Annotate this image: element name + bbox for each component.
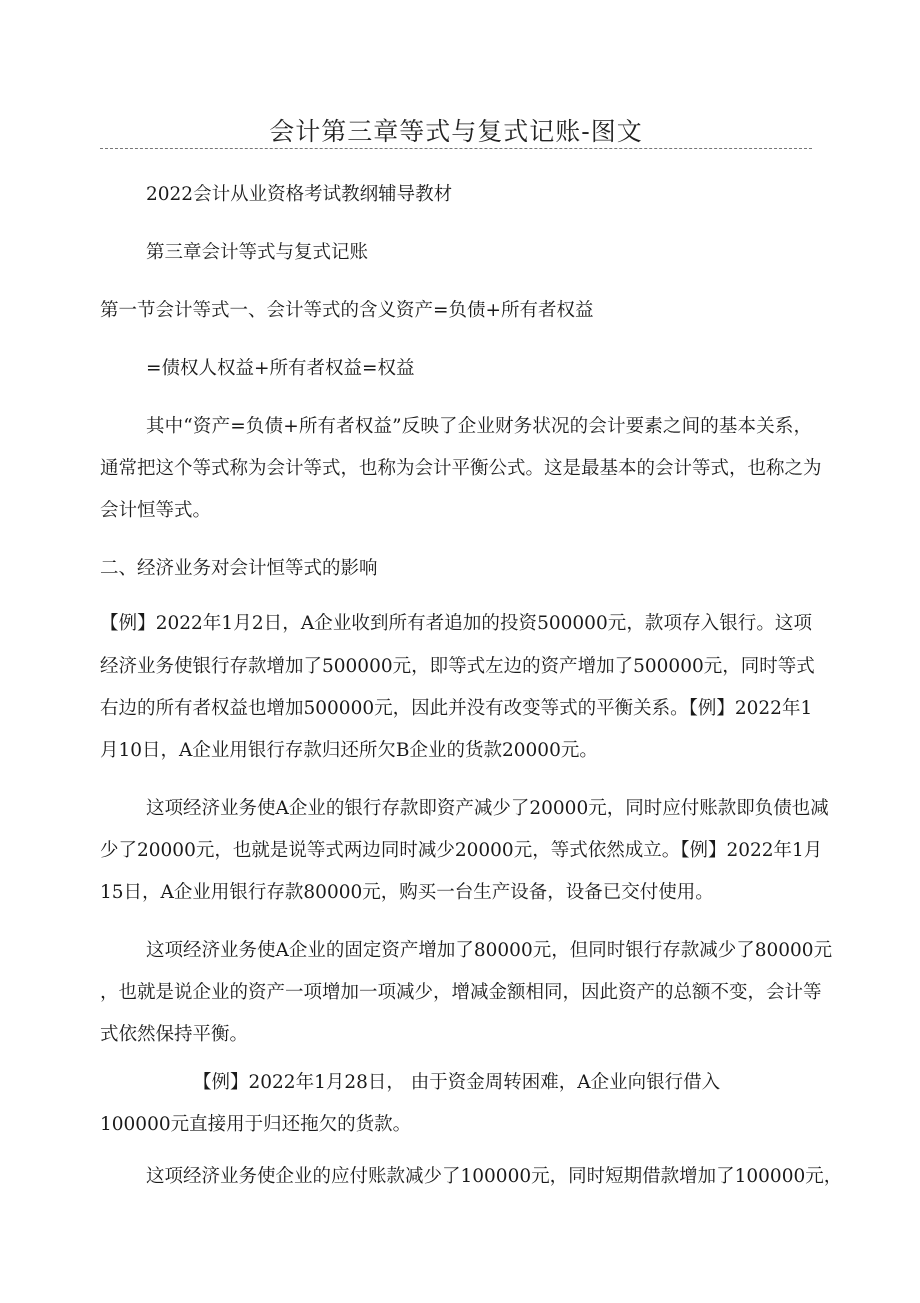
intro-line-3: 会计恒等式。 — [100, 500, 212, 521]
section-1-heading: 第一节会计等式一、会计等式的含义资产=负债+所有者权益 — [100, 300, 594, 321]
example1-line-4: 月10日，A企业用银行存款归还所欠B企业的货款20000元。 — [100, 740, 598, 761]
example1-line-2: 经济业务使银行存款增加了500000元，即等式左边的资产增加了500000元，同时等式 — [100, 656, 815, 677]
subtitle: 2022会计从业资格考试教纲辅导教材 — [146, 184, 453, 205]
example3-line-2: ，也就是说企业的资产一项增加一项减少，增减金额相同，因此资产的总额不变，会计等 — [100, 982, 822, 1003]
equation-line: =债权人权益+所有者权益=权益 — [146, 358, 415, 379]
intro-line-2: 通常把这个等式称为会计等式，也称为会计平衡公式。这是最基本的会计等式，也称之为 — [100, 458, 822, 479]
example2-line-2: 少了20000元，也就是说等式两边同时减少20000元，等式依然成立。【例】2022年1月 — [100, 840, 823, 861]
intro-line-1: 其中“资产=负债+所有者权益”反映了企业财务状况的会计要素之间的基本关系， — [146, 416, 812, 437]
example3-line-1: 这项经济业务使A企业的固定资产增加了80000元，但同时银行存款减少了80000元 — [146, 940, 833, 961]
section-2-heading: 二、经济业务对会计恒等式的影响 — [100, 558, 378, 579]
title-divider — [100, 148, 812, 149]
example1-line-3: 右边的所有者权益也增加500000元，因此并没有改变等式的平衡关系。【例】2022年1 — [100, 698, 813, 719]
chapter-heading: 第三章会计等式与复式记账 — [146, 242, 369, 263]
document-title: 会计第三章等式与复式记账-图文 — [269, 117, 643, 146]
example1-line-1: 【例】2022年1月2日，A企业收到所有者追加的投资500000元，款项存入银行。这项 — [100, 613, 812, 634]
example5-line-1: 这项经济业务使企业的应付账款减少了100000元，同时短期借款增加了100000元， — [146, 1166, 843, 1187]
example2-line-3: 15日，A企业用银行存款80000元，购买一台生产设备，设备已交付使用。 — [100, 882, 714, 903]
example4-line-1: 【例】2022年1月28日， 由于资金周转困难，A企业向银行借入 — [193, 1072, 721, 1093]
example2-line-1: 这项经济业务使A企业的银行存款即资产减少了20000元，同时应付账款即负债也减 — [146, 798, 829, 819]
example4-line-2: 100000元直接用于归还拖欠的货款。 — [100, 1114, 412, 1135]
example3-line-3: 式依然保持平衡。 — [100, 1024, 249, 1045]
